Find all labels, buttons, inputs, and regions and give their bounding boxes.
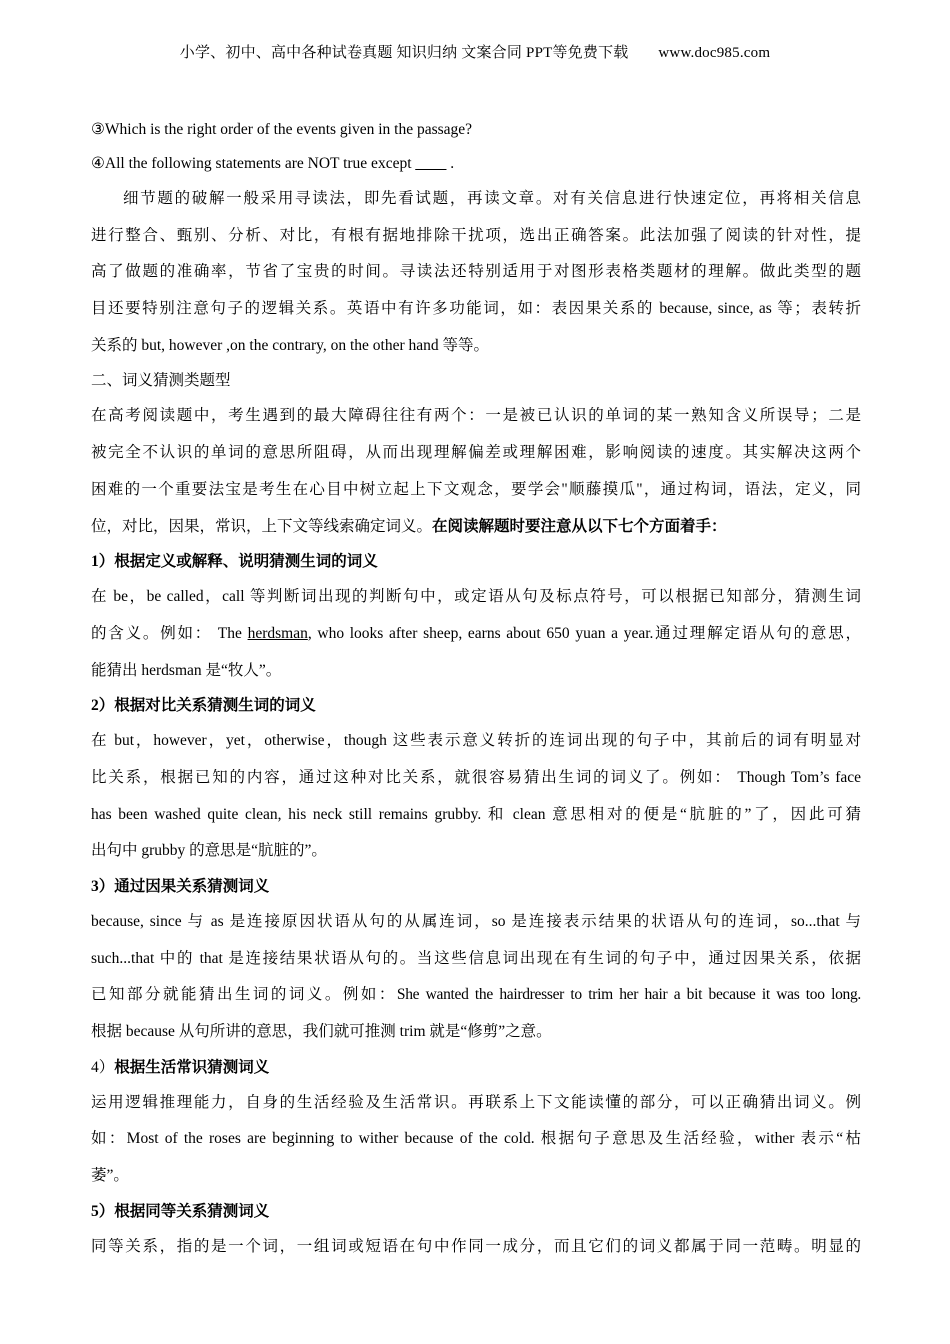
question-3: ③Which is the right order of the events given in the passage? — [91, 121, 473, 138]
header-text: 小学、初中、高中各种试卷真题 知识归纳 文案合同 PPT等免费下载 — [179, 45, 629, 61]
paragraph-line: 在高考阅读题中，考生遇到的最大障碍往往有两个：一是被已认识的单词的某一熟知含义所误导；二是 — [91, 407, 861, 425]
bold-emphasis: 在阅读解题时要注意从以下七个方面着手： — [432, 517, 727, 535]
subheading-3: 3）通过因果关系猜测词义 — [91, 878, 270, 895]
paragraph-line: 目还要特别注意句子的逻辑关系。英语中有许多功能词，如：表因果关系的 because, since, as 等；表转折 — [91, 300, 861, 318]
document-body — [91, 113, 861, 1266]
paragraph-line: 被完全不认识的单词的意思所阻碍，从而出现理解偏差或理解困难，影响阅读的速度。其实解决这两个 — [91, 444, 861, 462]
paragraph-line: 如：Most of the roses are beginning to wither because of the cold. 根据句子意思及生活经验，wither 表示“枯 — [91, 1130, 861, 1148]
answer-blank: ____ — [415, 155, 447, 172]
subheading-2: 2）根据对比关系猜测生词的词义 — [91, 697, 316, 715]
paragraph-line: 在 but，however，yet，otherwise，though 这些表示意义转折的连词出现的句子中，其前后的词有明显对 — [91, 732, 861, 750]
paragraph-line: 已知部分就能猜出生词的词义。例如：She wanted the hairdresser to trim her hair a bit because it was too long. — [91, 986, 861, 1004]
paragraph-line: 细节题的破解一般采用寻读法，即先看试题，再读文章。对有关信息进行快速定位，再将相关信息 — [123, 190, 861, 207]
paragraph-line: 在 be，be called，call 等判断词出现的判断句中，或定语从句及标点符号，可以根据已知部分，猜测生词 — [91, 588, 861, 606]
underlined-word: herdsman — [247, 624, 308, 642]
section-heading: 二、词义猜测类题型 — [91, 372, 231, 390]
paragraph-line: 位，对比，因果，常识，上下文等线索确定词义。在阅读解题时要注意从以下七个方面着手： — [91, 517, 727, 535]
paragraph-line: 萎”。 — [91, 1167, 129, 1185]
subheading-4: 4）根据生活常识猜测词义 — [91, 1058, 270, 1076]
paragraph-line: has been washed quite clean, his neck still remains grubby. 和 clean 意思相对的便是“肮脏的”了，因此可猜 — [91, 805, 861, 823]
paragraph-line: because, since 与 as 是连接原因状语从句的从属连词，so 是连接表示结果的状语从句的连词，so...that 与 — [91, 913, 861, 930]
paragraph-line: 出句中 grubby 的意思是“肮脏的”。 — [91, 842, 327, 860]
paragraph-line: such...that 中的 that 是连接结果状语从句的。当这些信息词出现在有生词的句子中，通过因果关系，依据 — [91, 949, 861, 967]
paragraph-line: 同等关系，指的是一个词，一组词或短语在句中作同一成分，而且它们的词义都属于同一范畴。明显的 — [91, 1237, 861, 1255]
paragraph-line: 高了做题的准确率，节省了宝贵的时间。寻读法还特别适用于对图形表格类题材的理解。做此类型的题 — [91, 263, 861, 281]
subheading-1: 1）根据定义或解释、说明猜测生词的词义 — [91, 553, 378, 571]
paragraph-line: 进行整合、甄别、分析、对比，有根有据地排除干扰项，选出正确答案。此法加强了阅读的针对性，提 — [91, 226, 861, 244]
header-url[interactable]: www.doc985.com — [658, 45, 771, 61]
paragraph-line: 比关系，根据已知的内容，通过这种对比关系，就很容易猜出生词的词义了。例如： Though Tom’s face — [91, 768, 861, 786]
paragraph-line: 困难的一个重要法宝是考生在心目中树立起上下文观念，要学会"顺藤摸瓜"，通过构词，语法，定义，同 — [91, 480, 861, 498]
subheading-5: 5）根据同等关系猜测词义 — [91, 1202, 270, 1220]
paragraph-line: 运用逻辑推理能力，自身的生活经验及生活常识。再联系上下文能读懂的部分，可以正确猜出词义。例 — [91, 1093, 861, 1111]
paragraph-line: 根据 because 从句所讲的意思，我们就可推测 trim 就是“修剪”之意。 — [91, 1023, 552, 1041]
page-header — [0, 41, 950, 62]
question-4: ④All the following statements are NOT true except ____ . — [91, 155, 455, 172]
paragraph-line: 能猜出 herdsman 是“牧人”。 — [91, 661, 282, 679]
paragraph-line: 的含义。例如： The herdsman, who looks after sheep, earns about 650 yuan a year.通过理解定语从句的意思， — [91, 624, 861, 642]
paragraph-line: 关系的 but, however ,on the contrary, on the other hand 等等。 — [91, 336, 490, 354]
